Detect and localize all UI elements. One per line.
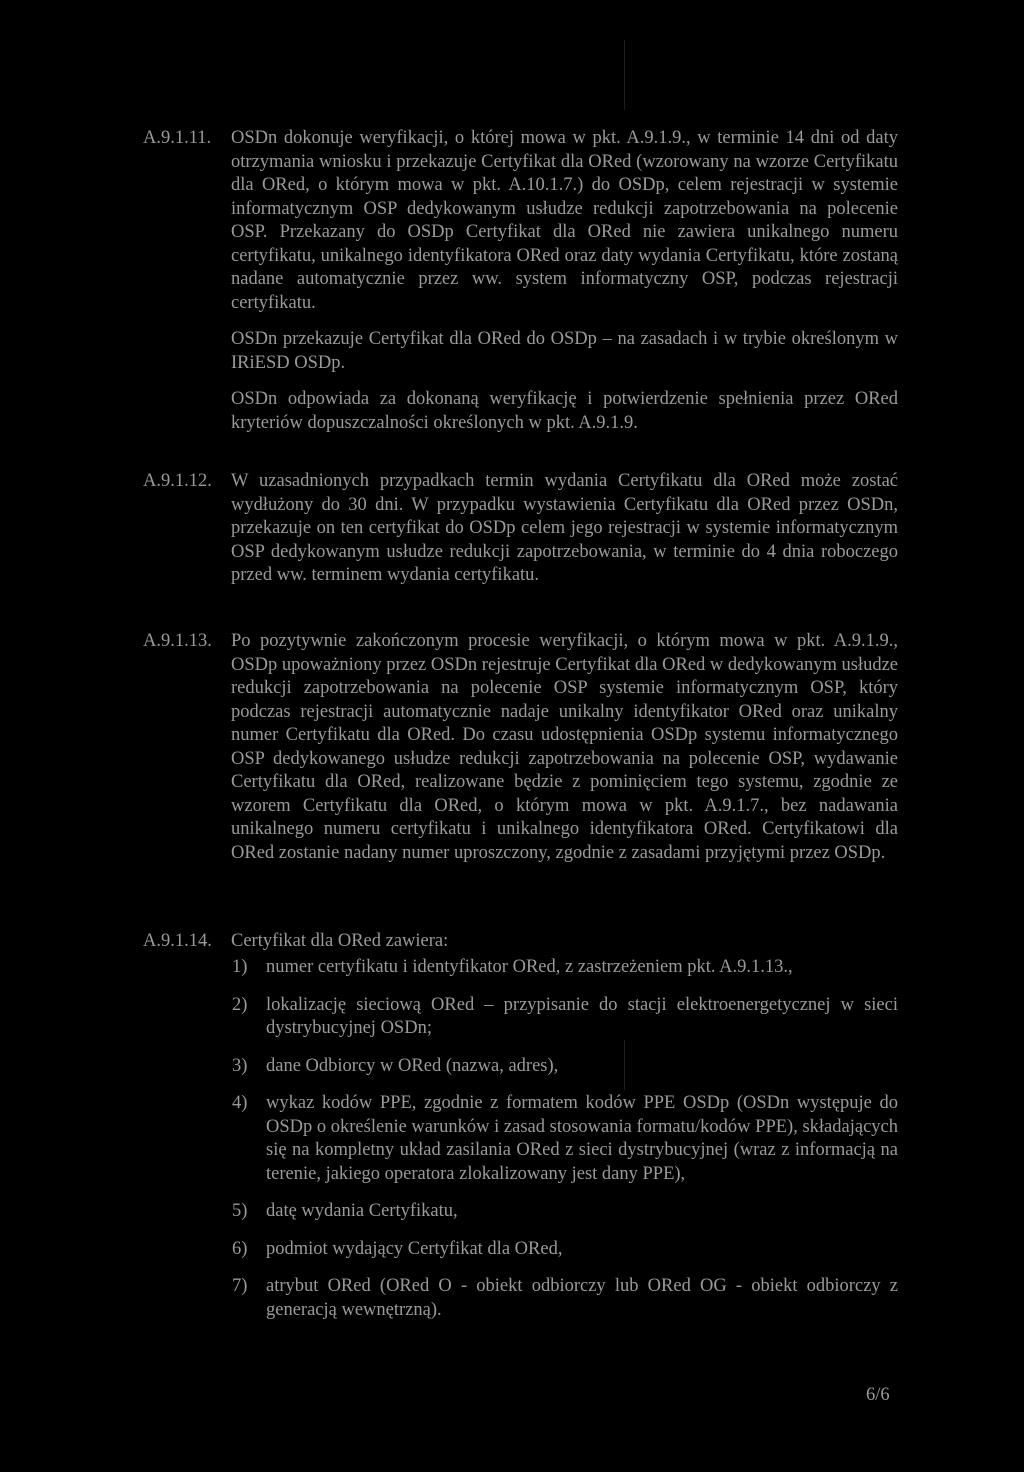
- section-a-9-1-12: [143, 470, 898, 588]
- list-item-number: 5): [232, 1201, 248, 1221]
- list-item: [232, 1200, 898, 1224]
- list-item-text: numer certyfikatu i identyfikator ORed, z zastrzeżeniem pkt. A.9.1.13.,: [266, 957, 793, 977]
- list-item-text: lokalizację sieciową ORed – przypisanie do stacji elektroenergetycznej w sieci dystrybucyjnej OSDn;: [266, 994, 898, 1038]
- scan-artifact-line: [624, 40, 625, 110]
- section-paragraph: OSDn przekazuje Certyfikat dla ORed do OSDp – na zasadach i w trybie określonym w IRiESD OSDp.: [231, 329, 898, 373]
- certificate-contents-list: [232, 956, 898, 1336]
- page-number: 6/6: [866, 1385, 890, 1405]
- list-item: [232, 994, 898, 1041]
- section-number: A.9.1.14.: [143, 931, 212, 951]
- list-item-number: 3): [232, 1055, 248, 1076]
- list-item: [232, 1055, 898, 1079]
- list-item: [232, 956, 898, 980]
- list-item-text: datę wydania Certyfikatu,: [266, 1201, 458, 1221]
- section-a-9-1-14: [143, 930, 898, 954]
- list-item-number: 7): [232, 1276, 248, 1296]
- list-item-text: podmiot wydający Certyfikat dla ORed,: [266, 1238, 563, 1259]
- section-number: A.9.1.12.: [143, 471, 212, 491]
- list-item-number: 1): [232, 957, 248, 977]
- section-a-9-1-13: [143, 630, 898, 865]
- list-item: [232, 1275, 898, 1322]
- list-item-text: atrybut ORed (ORed O - obiekt odbiorczy lub ORed OG - obiekt odbiorczy z generacją wewnętrzną).: [266, 1276, 898, 1320]
- section-number: A.9.1.11.: [143, 128, 212, 148]
- list-item-number: 2): [232, 994, 248, 1015]
- section-paragraph: W uzasadnionych przypadkach termin wydania Certyfikatu dla ORed może zostać wydłużony do 30 dni. W przypadku wystawienia Certyfikatu dla ORed przez OSDn, przekazuje on ten certyfikat do OSDp celem jego rejestracji w systemie informatycznym OSP dedykowanym usłudze redukcji zapotrzebowania, w terminie do 4 dnia roboczego przed ww. terminem wydania certyfikatu.: [231, 471, 898, 585]
- list-item-number: 4): [232, 1093, 248, 1113]
- list-item-text: wykaz kodów PPE, zgodnie z formatem kodów PPE OSDp (OSDn występuje do OSDp o określenie warunków i zasad stosowania formatu/kodów PPE), składających się na kompletny układ zasilania ORed z sieci dystrybucyjnej (wraz z informacją na terenie, jakiego operatora zlokalizowany jest dany PPE),: [266, 1093, 898, 1184]
- section-number: A.9.1.13.: [143, 631, 212, 651]
- section-paragraph: Po pozytywnie zakończonym procesie weryfikacji, o którym mowa w pkt. A.9.1.9., OSDp upoważniony przez OSDn rejestruje Certyfikat dla ORed w dedykowanym usłudze redukcji zapotrzebowania na polecenie OSP systemie informatycznym OSP, który podczas rejestracji automatycznie nadaje unikalny identyfikator ORed oraz unikalny numer Certyfikatu dla ORed. Do czasu udostępnienia OSDp systemu informatycznego OSP dedykowanego usłudze redukcji zapotrzebowania na polecenie OSP, wydawanie Certyfikatu dla ORed, realizowane będzie z pominięciem tego systemu, zgodnie ze wzorem Certyfikatu dla ORed, o którym mowa w pkt. A.9.1.7., bez nadawania unikalnego numeru certyfikatu i unikalnego identyfikatora ORed. Certyfikatowi dla ORed zostanie nadany numer uproszczony, zgodnie z zasadami przyjętymi przez OSDp.: [231, 631, 898, 863]
- list-item: [232, 1092, 898, 1186]
- list-item: [232, 1238, 898, 1262]
- section-paragraph: Certyfikat dla ORed zawiera:: [231, 931, 449, 951]
- section-paragraph: OSDn dokonuje weryfikacji, o której mowa w pkt. A.9.1.9., w terminie 14 dni od daty otrzymania wniosku i przekazuje Certyfikat dla ORed (wzorowany na wzorze Certyfikatu dla ORed, o którym mowa w pkt. A.10.1.7.) do OSDp, celem rejestracji w systemie informatycznym OSP dedykowanym usłudze redukcji zapotrzebowania na polecenie OSP. Przekazany do OSDp Certyfikat dla ORed nie zawiera unikalnego numeru certyfikatu, unikalnego identyfikatora ORed oraz daty wydania Certyfikatu, które zostaną nadane automatycznie przez ww. system informatyczny OSP, podczas rejestracji certyfikatu.: [231, 128, 898, 313]
- list-item-number: 6): [232, 1238, 248, 1259]
- section-paragraph: OSDn odpowiada za dokonaną weryfikację i potwierdzenie spełnienia przez ORed kryteriów dopuszczalności określonych w pkt. A.9.1.9.: [231, 389, 898, 433]
- list-item-text: dane Odbiorcy w ORed (nazwa, adres),: [266, 1055, 559, 1076]
- section-a-9-1-11: [143, 127, 898, 435]
